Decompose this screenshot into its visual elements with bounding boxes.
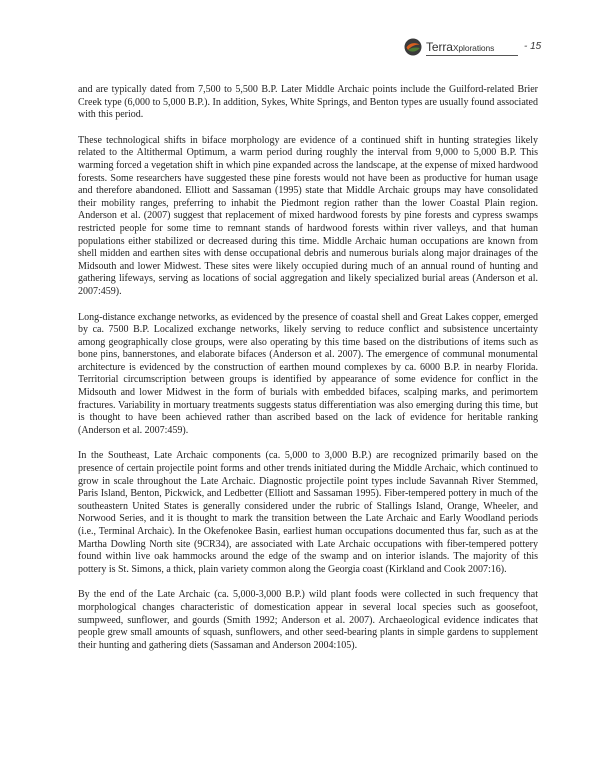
paragraph: These technological shifts in biface morphology are evidence of a continued shift in hunting strategies likely related to the Altithermal Optimum, a warm period during roughly the interval from 9,000 to 5,000 B.P. This warming forced a vegetation shift in which pine expanded across the landscape, at the expense of mixed hardwood forests. Some researchers have suggested these pine forests would not have been as productive for human usage and therefore abandoned. Elliott and Sassaman (1995) state that Middle Archaic groups may have consolidated their mobility ranges, preferring to inhabit the Piedmont region rather than the lower Coastal Plain region. Anderson et al. (2007) suggest that replacement of mixed hardwood forests by pine forests and cypress swamps restricted people for some time to remnant stands of hardwood forests within river valleys, and that human populations either stabilized or decreased during this time. Middle Archaic human occupations are known from shell midden and earthen sites with dense occupational debris and numerous burials along major drainages of the Midsouth and lower Midwest. These sites were likely occupied during much of an annual round of hunting and gathering lifeways, serving as locations of social aggregation and likely specialized burial areas (Anderson et al. 2007:459).	[78, 134, 538, 297]
brand-name	[426, 40, 494, 54]
page-header	[400, 36, 550, 60]
header-rule	[426, 55, 518, 56]
brand-prefix: Terra	[426, 40, 453, 54]
terraxplorations-logo-icon	[404, 38, 422, 56]
paragraph: In the Southeast, Late Archaic components (ca. 5,000 to 3,000 B.P.) are recognized primarily based on the presence of certain projectile point forms and other trends initiated during the Middle Archaic, which continued to grow in scale throughout the Late Archaic. Diagnostic projectile point types include Savannah River Stemmed, Paris Island, Benton, Pickwick, and Ledbetter (Elliott and Sassaman 1995). Fiber-tempered pottery in much of the southeastern United States is generally considered under the rubric of Stallings Island, Orange, Wheeler, and Norwood Series, and it is thought to mark the transition between the Late Archaic and Early Woodland periods (i.e., Terminal Archaic). In the Okefenokee Basin, earliest human occupations documented thus far, such as at the Martha Dowling North site (9CR34), are associated with Late Archaic occupations with fiber-tempered pottery found within live oak hammocks around the edge of the swamp and on interior islands. The majority of this pottery is St. Simons, a thick, plain variety common along the Georgia coast (Kirkland and Cook 2007:16).	[78, 450, 538, 575]
paragraph: Long-distance exchange networks, as evidenced by the presence of coastal shell and Great Lakes copper, emerged by ca. 7500 B.P. Localized exchange networks, likely serving to reduce conflict and subsistence uncertainty among geographically close groups, were also operating by this time based on the distributions of items such as bone pins, bannerstones, and elaborate bifaces (Anderson et al. 2007). The emergence of communal monumental architecture is evidenced by the construction of earthen mound complexes by ca. 6000 B.P. in nearby Florida. Territorial circumscription between groups is identified by appearance of some evidence for conflict in the Midsouth and lower Midwest in the form of burials with embedded bifaces, scalping marks, and perimortem fractures. Variability in mortuary treatments suggests status differentiation was also emerging during this time, but is thought to have been achieved rather than ascribed based on the lack of evidence for heritable ranking (Anderson et al. 2007:459).	[78, 311, 538, 436]
brand-suffix: Xplorations	[452, 43, 495, 53]
page-number: - 15	[524, 41, 542, 52]
paragraph: By the end of the Late Archaic (ca. 5,000-3,000 B.P.) wild plant foods were collected in such frequency that morphological changes characteristic of domestication appear in several local species such as goosefoot, sumpweed, sunflower, and gourds (Smith 1992; Anderson et al. 2007). Archaeological evidence indicates that people grew small amounts of squash, sunflowers, and other seed-bearing plants in simple gardens to supplement their hunting and gathering diets (Sassaman and Anderson 2004:105).	[78, 589, 538, 651]
body-text	[78, 84, 538, 665]
paragraph: and are typically dated from 7,500 to 5,500 B.P. Later Middle Archaic points include the Guilford-related Brier Creek type (6,000 to 5,000 B.P.). In addition, Sykes, White Springs, and Benton types are usually found associated with this period.	[78, 84, 538, 121]
